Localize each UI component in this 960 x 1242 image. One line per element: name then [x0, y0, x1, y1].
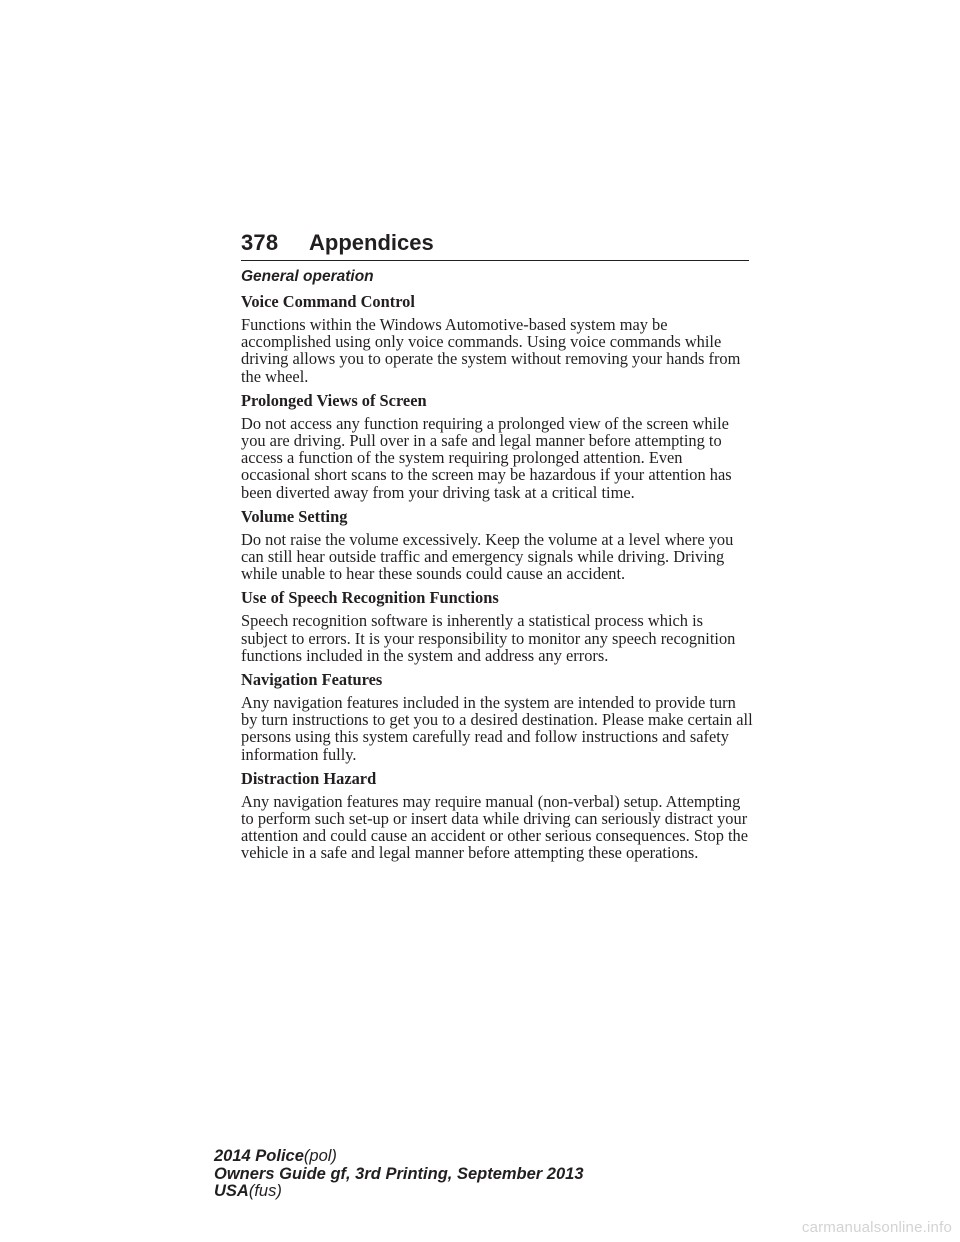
item-title-distraction-hazard: Distraction Hazard	[241, 768, 377, 788]
item-title-prolonged-views: Prolonged Views of Screen	[241, 390, 427, 410]
item-title-volume-setting: Volume Setting	[241, 506, 348, 526]
item-title-navigation-features: Navigation Features	[241, 670, 383, 690]
subheading: General operation	[241, 268, 374, 285]
watermark: carmanualsonline.info	[801, 1219, 952, 1236]
item-body-distraction-hazard: Any navigation features may require manual (non-verbal) setup. Attempting to perform such set-up or insert data while driving can seriously distract your attention and could cause an accident or other serious consequences. Stop the vehicle in a safe and legal manner before attempting these operations.	[241, 791, 749, 863]
item-title-speech-recognition: Use of Speech Recognition Functions	[241, 588, 499, 608]
footer-line-3	[214, 1183, 584, 1201]
footer-market: USA	[214, 1182, 249, 1200]
footer-market-code: (fus)	[248, 1182, 282, 1200]
page-header	[241, 228, 749, 261]
page-footer	[214, 1148, 584, 1201]
item-body-speech-recognition: Speech recognition software is inherently a statistical process which is subject to errors. It is your responsibility to monitor any speech recognition functions included in the system and address any errors.	[241, 611, 736, 665]
section-title: Appendices	[309, 230, 434, 255]
footer-line-1	[214, 1148, 584, 1166]
page-content	[241, 268, 753, 868]
footer-model-code: (pol)	[303, 1147, 337, 1165]
item-body-voice-command: Functions within the Windows Automotive-based system may be accomplished using only voice commands. Using voice commands while driving allows you to operate the system without removing your hands from the wheel.	[241, 315, 741, 386]
item-body-volume-setting: Do not raise the volume excessively. Keep the volume at a level where you can still hear outside traffic and emergency signals while driving. Driving while unable to hear these sounds could cause an accident.	[241, 529, 734, 584]
item-title-voice-command: Voice Command Control	[241, 292, 415, 311]
footer-line-2: Owners Guide gf, 3rd Printing, September 2013	[214, 1164, 584, 1183]
page-number: 378	[241, 230, 279, 255]
footer-model: 2014 Police	[214, 1147, 304, 1165]
item-body-navigation-features: Any navigation features included in the system are intended to provide turn by turn instructions to get you to a desired destination. Please make certain all persons using this system carefully read and follow instructions and safety information fully.	[241, 693, 753, 764]
item-body-prolonged-views: Do not access any function requiring a prolonged view of the screen while you are driving. Pull over in a safe and legal manner before attempting to access a function of the system requiring prolonged attention. Even occasional short scans to the screen may be hazardous if your attention has been diverted away from your driving task at a critical time.	[241, 413, 732, 502]
